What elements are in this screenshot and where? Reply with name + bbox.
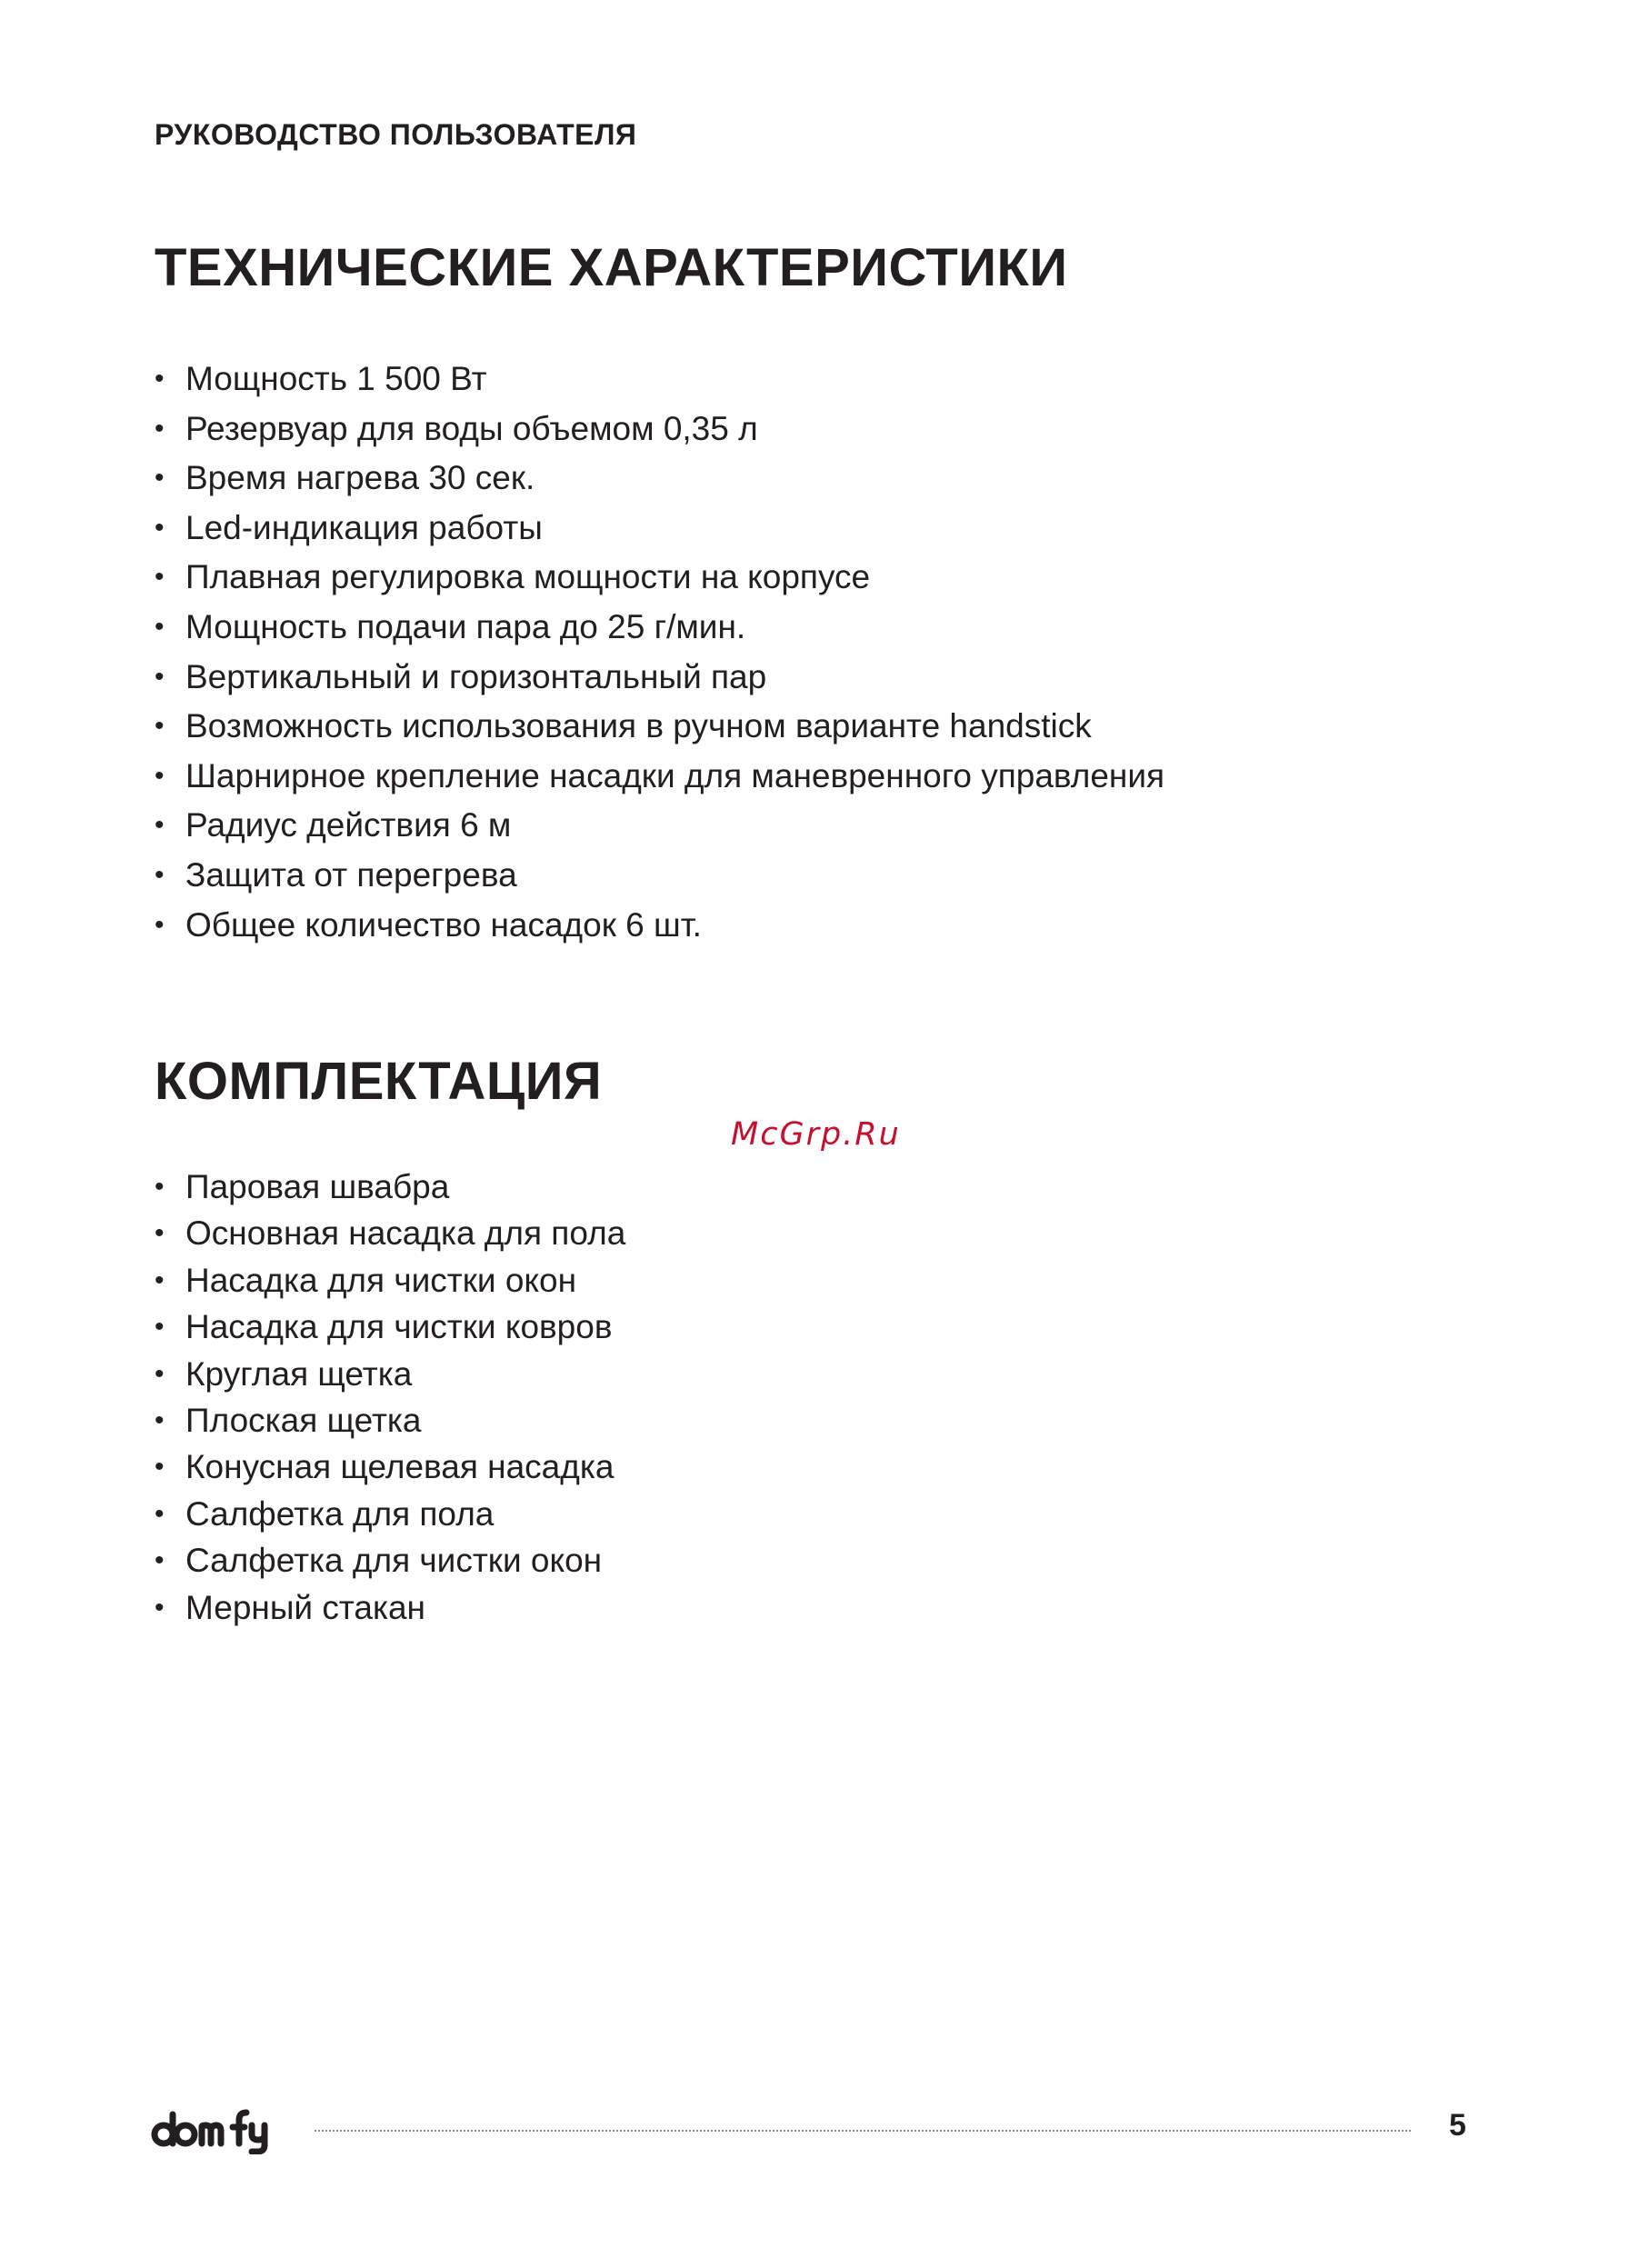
page-number: 5 [1449, 2108, 1466, 2143]
kit-list [155, 1164, 625, 1631]
list-item: • Круглая щетка [155, 1351, 625, 1397]
kit-section-title: КОМПЛЕКТАЦИЯ [155, 1052, 603, 1111]
list-item: • Общее количество насадок 6 шт. [155, 901, 1164, 951]
list-item: • Вертикальный и горизонтальный пар [155, 653, 1164, 703]
list-item: • Мощность 1 500 Вт [155, 355, 1164, 405]
list-item: • Резервуар для воды объемом 0,35 л [155, 405, 1164, 455]
list-item: • Защита от перегрева [155, 851, 1164, 901]
specs-section-title: ТЕХНИЧЕСКИЕ ХАРАКТЕРИСТИКИ [155, 238, 1068, 297]
list-item: • Паровая швабра [155, 1164, 625, 1210]
list-item: • Возможность использования в ручном варианте handstick [155, 702, 1164, 752]
list-item: • Плавная регулировка мощности на корпусе [155, 553, 1164, 603]
list-item: • Led-индикация работы [155, 504, 1164, 554]
list-item: • Шарнирное крепление насадки для маневренного управления [155, 752, 1164, 802]
list-item: • Время нагрева 30 сек. [155, 454, 1164, 504]
specs-list [155, 355, 1164, 950]
list-item: • Основная насадка для пола [155, 1210, 625, 1256]
list-item: • Насадка для чистки окон [155, 1257, 625, 1304]
list-item: • Конусная щелевая насадка [155, 1444, 625, 1490]
list-item: • Плоская щетка [155, 1397, 625, 1444]
list-item: • Мерный стакан [155, 1584, 625, 1631]
list-item: • Радиус действия 6 м [155, 801, 1164, 851]
list-item: • Салфетка для чистки окон [155, 1537, 625, 1584]
watermark-text: McGrp.Ru [731, 1116, 901, 1153]
list-item: • Салфетка для пола [155, 1491, 625, 1537]
document-header: РУКОВОДСТВО ПОЛЬЗОВАТЕЛЯ [155, 118, 637, 151]
page-footer [0, 2100, 1629, 2154]
domfy-logo-icon [151, 2100, 278, 2159]
list-item: • Мощность подачи пара до 25 г/мин. [155, 603, 1164, 653]
list-item: • Насадка для чистки ковров [155, 1304, 625, 1350]
footer-divider [315, 2130, 1411, 2132]
